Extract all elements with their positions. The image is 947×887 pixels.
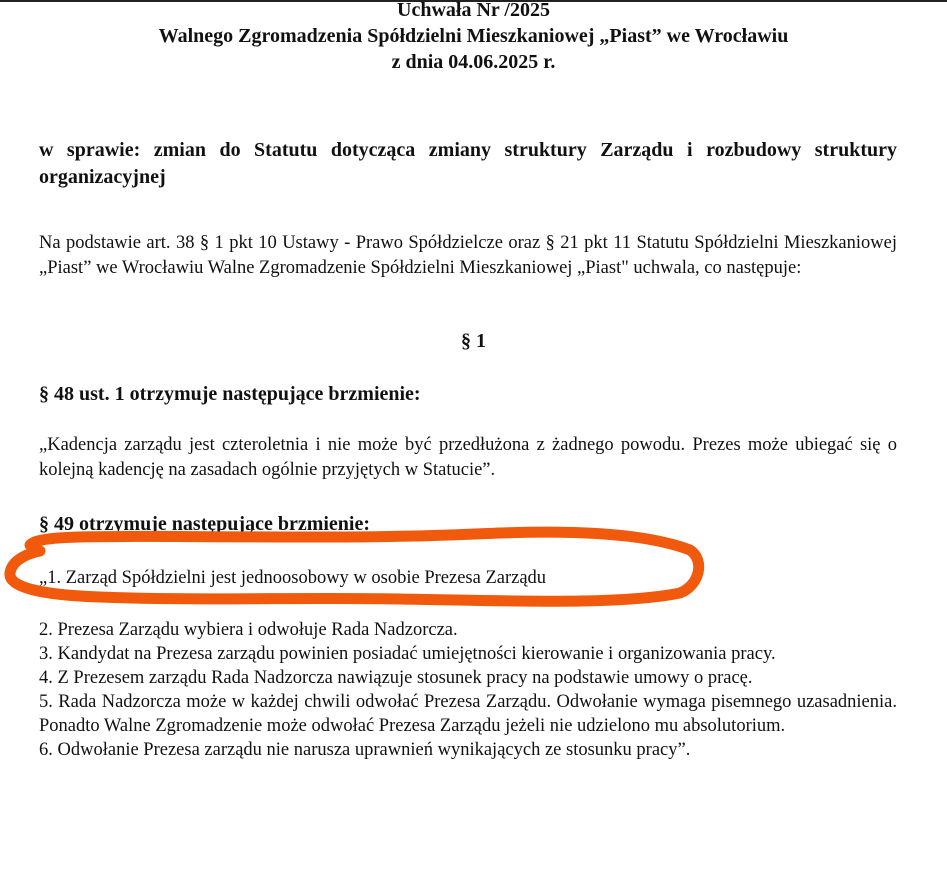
resolution-issuer: Walnego Zgromadzenia Spółdzielni Mieszkaniowej „Piast” we Wrocławiu [158,25,789,47]
section49-item-4: 4. Z Prezesem zarządu Rada Nadzorcza nawiązuje stosunek pracy na podstawie umowy o pracę. [39,668,753,688]
section49-heading: § 49 otrzymuje następujące brzmienie: [39,513,371,535]
section49-items-list [39,618,897,762]
section49-item-2: 2. Prezesa Zarządu wybiera i odwołuje Rada Nadzorcza. [39,620,458,640]
section49-item-1: „1. Zarząd Spółdzielni jest jednoosobowy w osobie Prezesa Zarządu [39,568,547,588]
section49-item-6: 6. Odwołanie Prezesa zarządu nie narusza uprawnień wynikających ze stosunku pracy”. [39,740,691,760]
resolution-number: Uchwała Nr /2025 [397,0,550,21]
section49-item-3: 3. Kandydat na Prezesa zarządu powinien posiadać umiejętności kierowanie i organizowania pracy. [39,644,776,664]
section48-heading: § 48 ust. 1 otrzymuje następujące brzmienie: [39,383,421,405]
resolution-subject: w sprawie: zmian do Statutu dotycząca zmiany struktury Zarządu i rozbudowy struktury organizacyjnej [39,139,897,188]
legal-basis-paragraph: Na podstawie art. 38 § 1 pkt 10 Ustawy - Prawo Spółdzielcze oraz § 21 pkt 11 Statutu Spółdzielni Mieszkaniowej „Piast” we Wrocławiu Walne Zgromadzenie Spółdzielni Mieszkaniowej „Piast" uchwala, co następuje: [39,233,897,278]
section-marker: § 1 [461,330,486,352]
resolution-date: z dnia 04.06.2025 r. [391,51,556,73]
section48-text: „Kadencja zarządu jest czteroletnia i nie może być przedłużona z żadnego powodu. Prezes może ubiegać się o kolejną kadencję na zasadach ogólnie przyjętych w Statucie”. [39,435,897,480]
section49-item-5: 5. Rada Nadzorcza może w każdej chwili odwołać Prezesa Zarządu. Odwołanie wymaga pisemnego uzasadnienia. Ponadto Walne Zgromadzenie może odwołać Prezesa Zarządu jeżeli nie udzielono mu absolutorium. [39,692,897,736]
